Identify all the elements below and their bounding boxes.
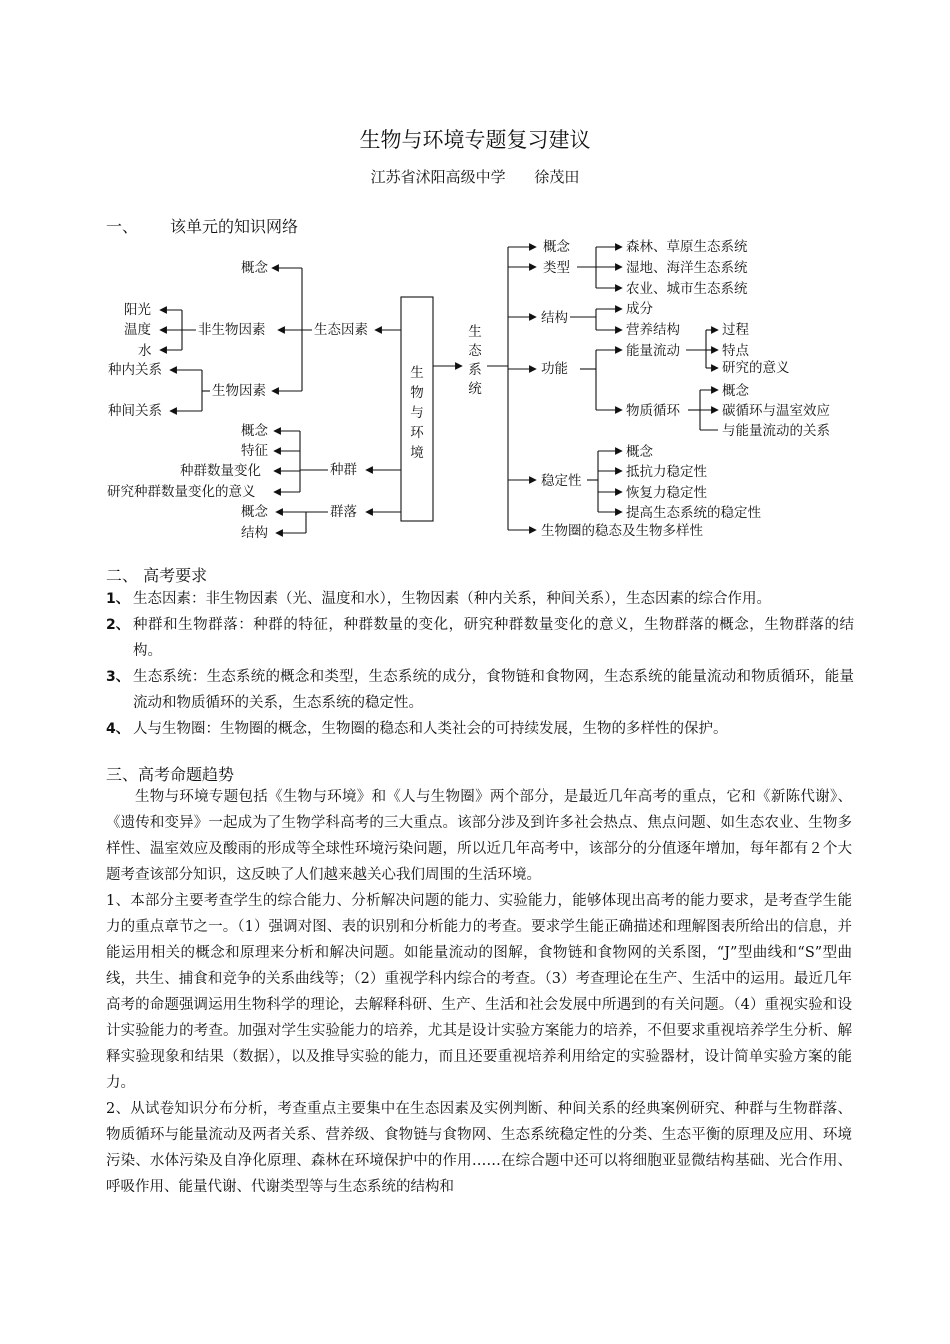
node-sunlight: 阳光 <box>124 302 151 318</box>
node-energy-significance: 研究的意义 <box>722 360 790 376</box>
node-com-concept: 概念 <box>241 504 268 520</box>
node-improve-stability: 提高生态系统的稳定性 <box>626 505 761 521</box>
center-char-5: 境 <box>410 445 424 461</box>
node-biotic: 生物因素 <box>212 383 266 399</box>
center-char-3: 与 <box>410 405 424 421</box>
node-interspecific: 种间关系 <box>108 403 162 419</box>
node-com-structure: 结构 <box>241 525 268 541</box>
node-energy-process: 过程 <box>722 322 749 338</box>
node-eco-function: 功能 <box>541 361 568 377</box>
requirement-item: 3、 生态系统：生态系统的概念和类型，生态系统的成分，食物链和食物网，生态系统的能量流动和物质循环，能量流动和物质循环的关系，生态系统的稳定性。 <box>106 669 854 711</box>
center-char-2: 物 <box>410 385 424 401</box>
author-name: 徐茂田 <box>534 168 580 186</box>
node-biosphere: 生物圈的稳态及生物多样性 <box>541 523 703 539</box>
page-title: 生物与环境专题复习建议 <box>359 128 591 152</box>
trend-paragraph-2: 2、从试卷知识分布分析，考查重点主要集中在生态因素及实例判断、种间关系的经典案例研究、种群与生物群落、物质循环与能量流动及两者关系、营养级、食物链与食物网、生态系统稳定性的分类、生态平衡的原理及应用、环境污染、水体污染及自净化原理、森林在环境保护中的作用……在综合题中还可以将细胞亚显微结构基础、光合作用、呼吸作用、能量代谢、代谢类型等与生态系统的结构和 <box>106 1101 852 1195</box>
node-eco-stability: 稳定性 <box>541 473 582 489</box>
section-3-heading: 三、高考命题趋势 <box>106 765 235 784</box>
node-stability-concept: 概念 <box>626 444 653 460</box>
node-temperature: 温度 <box>124 322 151 338</box>
section-2-heading: 二、 高考要求 <box>106 566 208 585</box>
node-carbon-cycle: 碳循环与温室效应 <box>722 403 830 419</box>
node-resistance-stability: 抵抗力稳定性 <box>626 464 707 480</box>
node-eco-concept: 概念 <box>543 239 570 255</box>
node-material-cycle: 物质循环 <box>626 403 680 419</box>
node-eco-types: 类型 <box>543 260 570 276</box>
node-ecological-factors: 生态因素 <box>314 322 368 338</box>
ecosystem-char-4: 统 <box>468 381 482 397</box>
section-1-title: 该单元的知识网络 <box>170 217 299 236</box>
node-eco-structure: 结构 <box>541 310 568 326</box>
requirement-item: 1、 生态因素：非生物因素（光、温度和水），生物因素（种内关系，种间关系），生态因素的综合作用。 <box>106 591 771 607</box>
node-type-forest: 森林、草原生态系统 <box>626 239 748 255</box>
node-resilience-stability: 恢复力稳定性 <box>626 485 707 501</box>
node-cycle-concept: 概念 <box>722 383 749 399</box>
trend-paragraph-1: 1、本部分主要考查学生的综合能力、分析解决问题的能力、实验能力，能够体现出高考的能力要求，是考查学生能力的重点章节之一。（1）强调对图、表的识别和分析能力的考查。要求学生能正确描述和理解图表所给出的信息，并能运用相关的概念和原理来分析和解决问题。如能量流动的图解，食物链和食物网的关系图，“J”型曲线和“S”型曲线，共生、捕食和竞争的关系曲线等；（2）重视学科内综合的考查。（3）考查理论在生产、生活中的运用。最近几年高考的命题强调运用生物科学的理论，去解释科研、生产、生活和社会发展中所遇到的有关问题。（4）重视实验和设计实验能力的考查。加强对学生实验能力的培养，尤其是设计实验方案能力的培养，不但要求重视培养学生分析、解释实验现象和结果（数据），以及推导实验的能力，而且还要重视培养利用给定的实验器材，设计简单实验方案的能力。 <box>106 893 852 1091</box>
node-pop-research: 研究种群数量变化的意义 <box>107 484 256 500</box>
trend-body <box>106 784 852 1200</box>
node-concept-top: 概念 <box>241 260 268 276</box>
node-pop-features: 特征 <box>241 443 268 459</box>
node-community: 群落 <box>330 504 357 520</box>
requirement-item: 4、 人与生物圈：生物圈的概念，生物圈的稳态和人类社会的可持续发展，生物的多样性的保护。 <box>106 721 728 737</box>
node-energy-flow: 能量流动 <box>626 343 680 359</box>
ecosystem-char-2: 态 <box>468 343 482 359</box>
node-trophic-structure: 营养结构 <box>626 322 680 338</box>
section-1-number: 一、 <box>106 217 139 236</box>
node-intraspecific: 种内关系 <box>108 362 162 378</box>
node-abiotic: 非生物因素 <box>198 322 266 338</box>
node-type-farm: 农业、城市生态系统 <box>626 281 748 297</box>
center-char-1: 生 <box>410 365 424 381</box>
requirements-list <box>106 586 854 742</box>
requirement-item: 2、 种群和生物群落：种群的特征，种群数量的变化，研究种群数量变化的意义，生物群落的概念，生物群落的结构。 <box>106 617 854 659</box>
node-cycle-energy-relation: 与能量流动的关系 <box>722 423 830 439</box>
knowledge-network-diagram <box>0 0 950 560</box>
author-school: 江苏省沭阳高级中学 <box>370 168 506 186</box>
node-water: 水 <box>138 343 152 359</box>
node-type-wetland: 湿地、海洋生态系统 <box>626 260 748 276</box>
node-energy-features: 特点 <box>722 343 749 359</box>
node-components: 成分 <box>626 301 653 317</box>
center-char-4: 环 <box>410 425 424 441</box>
node-pop-concept: 概念 <box>241 423 268 439</box>
trend-paragraph-intro: 生物与环境专题包括《生物与环境》和《人与生物圈》两个部分，是最近几年高考的重点，它和《新陈代谢》、《遗传和变异》一起成为了生物学科高考的三大重点。该部分涉及到许多社会热点、焦点问题、如生态农业、生物多样性、温室效应及酸雨的形成等全球性环境污染问题，所以近几年高考中，该部分的分值逐年增加，每年都有２个大题考查该部分知识，这反映了人们越来越关心我们周围的生活环境。 <box>106 789 852 883</box>
ecosystem-char-1: 生 <box>468 324 482 340</box>
node-pop-change: 种群数量变化 <box>180 463 261 479</box>
node-population: 种群 <box>330 462 357 478</box>
ecosystem-char-3: 系 <box>468 362 482 378</box>
